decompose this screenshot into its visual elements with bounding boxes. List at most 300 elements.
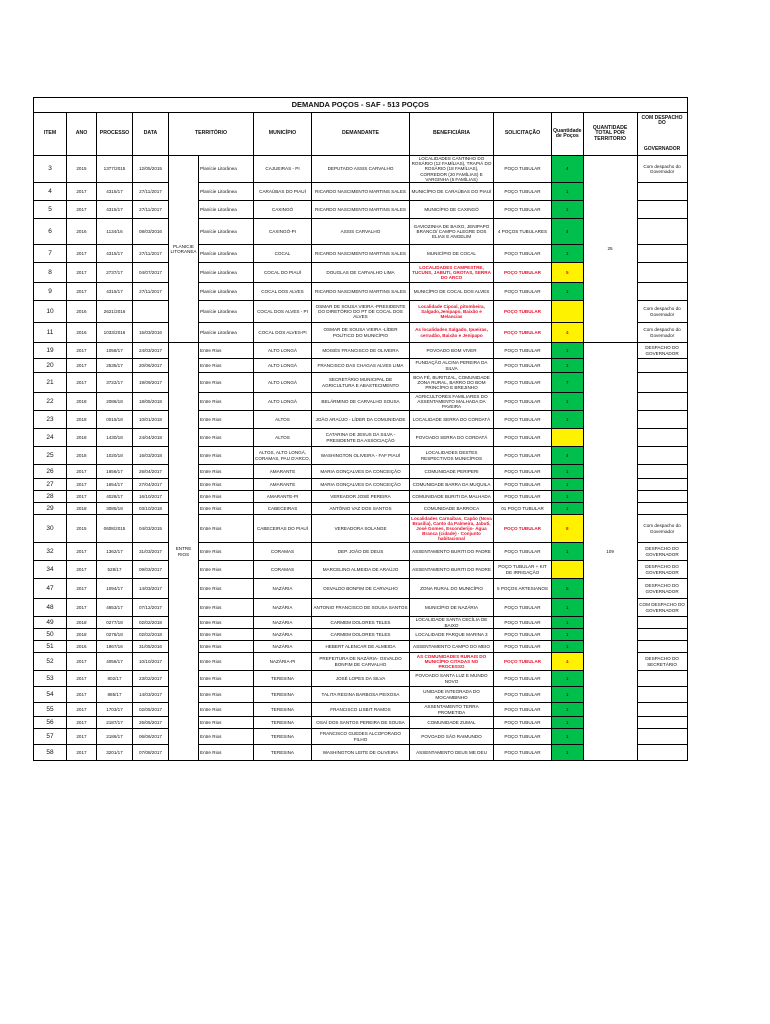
cell-municipio: AMARANTE-PI bbox=[254, 491, 312, 503]
cell-processo: 4653/17 bbox=[97, 599, 133, 617]
cell-data: 10/10/2017 bbox=[133, 653, 169, 671]
cell-beneficiaria: MUNICÍPIO DE CARAÚBAS DO PIAUÍ bbox=[410, 183, 494, 201]
cell-despacho bbox=[637, 447, 687, 465]
cell-ano: 2017 bbox=[67, 263, 97, 283]
cell-ano: 2016 bbox=[67, 301, 97, 323]
cell-ano: 2018 bbox=[67, 617, 97, 629]
cell-municipio: COCAL DOS ALVES - PI bbox=[254, 301, 312, 323]
cell-demandante: FRANCISCO DAS CHAGAS ALVES LIMA bbox=[312, 359, 410, 373]
cell-qtd: 1 bbox=[552, 729, 584, 745]
cell-demandante: WASHINGTON OLIVEIRA - FAF PIAUÍ bbox=[312, 447, 410, 465]
cell-demandante: MARCELINO ALMEIDA DE ARAÚJO bbox=[312, 561, 410, 579]
cell-processo: 1430/18 bbox=[97, 429, 133, 447]
cell-processo: 1058/17 bbox=[97, 343, 133, 359]
cell-ano: 2017 bbox=[67, 283, 97, 301]
cell-ano: 2017 bbox=[67, 359, 97, 373]
col-municipio: MUNICÍPIO bbox=[254, 113, 312, 156]
cell-processo: 3085/18 bbox=[97, 503, 133, 515]
cell-data: 15/03/2016 bbox=[133, 323, 169, 343]
cell-qtd: 7 bbox=[552, 373, 584, 393]
cell-solicitacao: POÇO TUBULAR bbox=[494, 599, 552, 617]
cell-beneficiaria: LOCALIDADE PARQUE MARINA 3 bbox=[410, 629, 494, 641]
cell-despacho: DESPACHO DO GOVERNADOR bbox=[637, 561, 687, 579]
cell-despacho: COM DESPACHO DO GOVERNADOR bbox=[637, 599, 687, 617]
cell-demandante: CATARINA DE JESUS DA SILVA - PRESIDENTE DA ASSOCIAÇÃO bbox=[312, 429, 410, 447]
cell-demandante: DEPUTADO ASSIS CARVALHO bbox=[312, 156, 410, 183]
cell-qtd: 1 bbox=[552, 479, 584, 491]
cell-despacho bbox=[637, 465, 687, 479]
cell-data: 09/03/2017 bbox=[133, 561, 169, 579]
cell-municipio: ALTOS bbox=[254, 411, 312, 429]
cell-qtd: 1 bbox=[552, 687, 584, 703]
cell-qtd bbox=[552, 301, 584, 323]
cell-item: 48 bbox=[34, 599, 67, 617]
cell-processo: 0015/18 bbox=[97, 411, 133, 429]
cell-item: 26 bbox=[34, 465, 67, 479]
cell-subterritorio: Planície Litorânea bbox=[199, 263, 254, 283]
territory-total: 109 bbox=[583, 343, 637, 761]
cell-subterritorio: Entre Rios bbox=[199, 561, 254, 579]
demand-table bbox=[33, 97, 688, 761]
cell-despacho bbox=[637, 219, 687, 245]
cell-solicitacao: POÇO TUBULAR bbox=[494, 465, 552, 479]
col-item: ITEM bbox=[34, 113, 67, 156]
cell-ano: 2017 bbox=[67, 479, 97, 491]
cell-despacho bbox=[637, 263, 687, 283]
cell-beneficiaria: MUNICÍPIO DE NAZÁRIA bbox=[410, 599, 494, 617]
cell-qtd: 1 bbox=[552, 359, 584, 373]
cell-item: 9 bbox=[34, 283, 67, 301]
cell-item: 50 bbox=[34, 629, 67, 641]
cell-data: 04/07/2017 bbox=[133, 263, 169, 283]
cell-municipio: TERESINA bbox=[254, 745, 312, 761]
cell-solicitacao: 4 POÇOS TUBULARES bbox=[494, 219, 552, 245]
cell-processo: 4315/17 bbox=[97, 245, 133, 263]
cell-municipio: AMARANTE bbox=[254, 479, 312, 491]
cell-demandante: HEBERT ALENCAR DE ALMEIDA bbox=[312, 641, 410, 653]
cell-solicitacao: POÇO TUBULAR bbox=[494, 729, 552, 745]
cell-solicitacao: POÇO TUBULAR bbox=[494, 491, 552, 503]
cell-data: 10/01/2018 bbox=[133, 411, 169, 429]
cell-item: 24 bbox=[34, 429, 67, 447]
cell-item: 47 bbox=[34, 579, 67, 599]
cell-beneficiaria: As localidades Salgado, Ipueiras, cerradão, Baixão e Jenipapo bbox=[410, 323, 494, 343]
cell-municipio: CORAMAS bbox=[254, 543, 312, 561]
cell-despacho: Com despacho do Governador bbox=[637, 156, 687, 183]
cell-data: 27/11/2017 bbox=[133, 283, 169, 301]
cell-beneficiaria: MUNICÍPIO DE COCAL DOS ALVES bbox=[410, 283, 494, 301]
cell-subterritorio: Entre Rios bbox=[199, 717, 254, 729]
cell-despacho bbox=[637, 359, 687, 373]
cell-solicitacao: POÇO TUBULAR bbox=[494, 617, 552, 629]
cell-processo: 2086/18 bbox=[97, 393, 133, 411]
cell-demandante: ANTONIO FRANCISCO DE SOUSA SANTOS bbox=[312, 599, 410, 617]
cell-beneficiaria: COMUNIDADE BARRA DA MUQUILA bbox=[410, 479, 494, 491]
cell-demandante: VEREADOR JOSÉ PEREIRA bbox=[312, 491, 410, 503]
cell-despacho bbox=[637, 491, 687, 503]
cell-data: 27/04/2017 bbox=[133, 479, 169, 491]
cell-despacho bbox=[637, 671, 687, 687]
cell-item: 25 bbox=[34, 447, 67, 465]
cell-municipio: NAZÁRIA bbox=[254, 579, 312, 599]
cell-processo: 2535/17 bbox=[97, 359, 133, 373]
cell-ano: 2017 bbox=[67, 717, 97, 729]
cell-despacho bbox=[637, 183, 687, 201]
cell-item: 56 bbox=[34, 717, 67, 729]
cell-qtd: 4 bbox=[552, 653, 584, 671]
cell-qtd: 8 bbox=[552, 515, 584, 543]
cell-municipio: COCAL DO PIAUÍ bbox=[254, 263, 312, 283]
cell-subterritorio: Entre Rios bbox=[199, 745, 254, 761]
cell-despacho bbox=[637, 641, 687, 653]
col-data: DATA bbox=[133, 113, 169, 156]
cell-ano: 2015 bbox=[67, 156, 97, 183]
cell-solicitacao: POÇO TUBULAR bbox=[494, 447, 552, 465]
cell-subterritorio: Entre Rios bbox=[199, 515, 254, 543]
cell-data: 24/04/2018 bbox=[133, 429, 169, 447]
cell-beneficiaria: POVOADO SANTA LUZ E MUNDO NOVO bbox=[410, 671, 494, 687]
header-row bbox=[34, 113, 688, 156]
cell-ano: 2017 bbox=[67, 703, 97, 717]
cell-ano: 2017 bbox=[67, 343, 97, 359]
cell-data: 24/03/2017 bbox=[133, 343, 169, 359]
cell-subterritorio: Entre Rios bbox=[199, 429, 254, 447]
cell-data: 27/11/2017 bbox=[133, 183, 169, 201]
cell-municipio: TERESINA bbox=[254, 671, 312, 687]
cell-item: 28 bbox=[34, 491, 67, 503]
cell-despacho bbox=[637, 503, 687, 515]
cell-ano: 2016 bbox=[67, 323, 97, 343]
cell-subterritorio: Entre Rios bbox=[199, 599, 254, 617]
cell-processo: 0278/18 bbox=[97, 629, 133, 641]
cell-despacho bbox=[637, 729, 687, 745]
cell-demandante: BELÁRMINO DE CARVALHO SOUSA bbox=[312, 393, 410, 411]
cell-municipio: NAZÁRIA bbox=[254, 599, 312, 617]
cell-ano: 2017 bbox=[67, 491, 97, 503]
cell-beneficiaria: ASSENTAMENTO BURITI DO PADRE bbox=[410, 543, 494, 561]
cell-despacho bbox=[637, 703, 687, 717]
cell-subterritorio: Planície Litorânea bbox=[199, 156, 254, 183]
cell-ano: 2017 bbox=[67, 671, 97, 687]
cell-item: 8 bbox=[34, 263, 67, 283]
cell-data: 19/09/2017 bbox=[133, 373, 169, 393]
cell-beneficiaria: ASSENTAMENTO DEUS ME DEU bbox=[410, 745, 494, 761]
cell-solicitacao: POÇO TUBULAR bbox=[494, 429, 552, 447]
cell-solicitacao: POÇO TUBULAR bbox=[494, 359, 552, 373]
cell-beneficiaria: ASSENTAMENTO CAMPO DO MEIO bbox=[410, 641, 494, 653]
cell-despacho: Com despacho do Governador bbox=[637, 515, 687, 543]
cell-beneficiaria: MUNICÍPIO DE CAXINGÓ bbox=[410, 201, 494, 219]
cell-municipio: AMARANTE bbox=[254, 465, 312, 479]
cell-processo: 4315/17 bbox=[97, 201, 133, 219]
cell-demandante: CARMEM DOLORES TELES bbox=[312, 629, 410, 641]
cell-subterritorio: Entre Rios bbox=[199, 641, 254, 653]
cell-qtd: 1 bbox=[552, 245, 584, 263]
cell-beneficiaria: UNIDADE INTEGRADA DO MOCAMBINHO bbox=[410, 687, 494, 703]
cell-processo: 1703/17 bbox=[97, 703, 133, 717]
cell-subterritorio: Entre Rios bbox=[199, 617, 254, 629]
cell-demandante: FRANCISCO LISBIT RAMOS bbox=[312, 703, 410, 717]
cell-demandante: MOISÉS FRANCISCO DE OLIVEIRA bbox=[312, 343, 410, 359]
cell-despacho bbox=[637, 201, 687, 219]
cell-processo: 2737/17 bbox=[97, 263, 133, 283]
cell-subterritorio: Planície Litorânea bbox=[199, 219, 254, 245]
cell-despacho: DESPACHO DO SECRETÁRIO bbox=[637, 653, 687, 671]
cell-ano: 2017 bbox=[67, 579, 97, 599]
cell-solicitacao: POÇO TUBULAR bbox=[494, 641, 552, 653]
cell-demandante: WASHINGTON LEITE DE OLIVEIRA bbox=[312, 745, 410, 761]
cell-qtd: 1 bbox=[552, 411, 584, 429]
cell-solicitacao: POÇO TUBULAR bbox=[494, 745, 552, 761]
cell-ano: 2017 bbox=[67, 599, 97, 617]
cell-beneficiaria: ASSENTAMENTO TERRA PROMETIDA bbox=[410, 703, 494, 717]
cell-beneficiaria: AGRICULTORES FAMILIARES DO ASSENTAMENTO MALHADA DA PAVEIRA bbox=[410, 393, 494, 411]
cell-demandante: JOSÉ LOPES DA SILVA bbox=[312, 671, 410, 687]
cell-subterritorio: Entre Rios bbox=[199, 703, 254, 717]
cell-despacho: DESPACHO DO GOVERNADOR bbox=[637, 543, 687, 561]
cell-item: 20 bbox=[34, 359, 67, 373]
cell-solicitacao: POÇO TUBULAR bbox=[494, 629, 552, 641]
cell-data: 27/11/2017 bbox=[133, 245, 169, 263]
cell-municipio: CAJUEIRAS - PI bbox=[254, 156, 312, 183]
cell-processo: 4315/17 bbox=[97, 183, 133, 201]
cell-ano: 2017 bbox=[67, 373, 97, 393]
cell-item: 5 bbox=[34, 201, 67, 219]
cell-subterritorio: Entre Rios bbox=[199, 373, 254, 393]
col-demandante: DEMANDANTE bbox=[312, 113, 410, 156]
cell-item: 21 bbox=[34, 373, 67, 393]
cell-ano: 2018 bbox=[67, 447, 97, 465]
col-despacho bbox=[637, 113, 687, 156]
col-solicitacao: SOLICITAÇÃO bbox=[494, 113, 552, 156]
cell-data: 06/06/2017 bbox=[133, 729, 169, 745]
cell-beneficiaria: ASSENTAMENTO BURITI DO PADRE bbox=[410, 561, 494, 579]
cell-data: 14/03/2017 bbox=[133, 687, 169, 703]
cell-item: 11 bbox=[34, 323, 67, 343]
cell-data: 31/03/2017 bbox=[133, 543, 169, 561]
cell-solicitacao: POÇO TUBULAR bbox=[494, 393, 552, 411]
cell-data: 23/02/2017 bbox=[133, 671, 169, 687]
cell-processo: 802/17 bbox=[97, 671, 133, 687]
cell-demandante: OSMAR DE SOUSA VIEIRA -PRESIDENTE DO DIRETÓRIO DO PT DE COCAL DOS ALVES bbox=[312, 301, 410, 323]
cell-solicitacao: POÇO TUBULAR bbox=[494, 156, 552, 183]
cell-despacho bbox=[637, 617, 687, 629]
cell-data bbox=[133, 301, 169, 323]
cell-ano: 2017 bbox=[67, 745, 97, 761]
col-qtd-pocos: Quantidade de Poços bbox=[552, 113, 584, 156]
cell-data: 27/11/2017 bbox=[133, 201, 169, 219]
col-territorio: TERRITÓRIO bbox=[169, 113, 254, 156]
cell-beneficiaria: LOCALIDADES DESTES RESPECTIVOS MUNICÍPIOS bbox=[410, 447, 494, 465]
cell-ano: 2018 bbox=[67, 393, 97, 411]
cell-ano: 2017 bbox=[67, 183, 97, 201]
cell-beneficiaria: COMUNIDADE BURITI DA MALHADA bbox=[410, 491, 494, 503]
cell-processo: 1654/17 bbox=[97, 479, 133, 491]
cell-demandante: MARIA GONÇALVES DA CONCEIÇÃO bbox=[312, 479, 410, 491]
cell-qtd: 1 bbox=[552, 491, 584, 503]
table-title: DEMANDA POÇOS - SAF - 513 POÇOS bbox=[34, 98, 688, 113]
cell-qtd: 1 bbox=[552, 343, 584, 359]
cell-municipio: COCAL DOS ALVES-PI bbox=[254, 323, 312, 343]
cell-ano: 2017 bbox=[67, 687, 97, 703]
cell-solicitacao: POÇO TUBULAR bbox=[494, 479, 552, 491]
cell-solicitacao: POÇO TUBULAR bbox=[494, 343, 552, 359]
cell-subterritorio: Entre Rios bbox=[199, 503, 254, 515]
cell-item: 4 bbox=[34, 183, 67, 201]
cell-despacho bbox=[637, 479, 687, 491]
cell-municipio: CORAMAS bbox=[254, 561, 312, 579]
cell-beneficiaria: ZONA RURAL DO MUNICÍPIO bbox=[410, 579, 494, 599]
cell-demandante: RICARDO NASCIMENTO MARTINS SALES bbox=[312, 183, 410, 201]
cell-item: 29 bbox=[34, 503, 67, 515]
cell-qtd: 4 bbox=[552, 156, 584, 183]
cell-qtd: 1 bbox=[552, 703, 584, 717]
cell-demandante: CARMEM DOLORES TELES bbox=[312, 617, 410, 629]
cell-subterritorio: Entre Rios bbox=[199, 543, 254, 561]
cell-processo: 2186/17 bbox=[97, 729, 133, 745]
cell-processo: 1377/2015 bbox=[97, 156, 133, 183]
cell-processo: 1020/18 bbox=[97, 447, 133, 465]
cell-item: 22 bbox=[34, 393, 67, 411]
cell-despacho: DESPACHO DO GOVERNADOR bbox=[637, 579, 687, 599]
cell-data: 07/12/2017 bbox=[133, 599, 169, 617]
cell-solicitacao: 01 POÇO TUBULAR bbox=[494, 503, 552, 515]
cell-beneficiaria: LOCALIDADES CANTINHO DO ROSÁRIO (12 FAMÍLIAS), TRAPIÁ DO ROSÁRIO (18 FAMÍLIAS), CORREDOR (20 FAMÍLIAS) E VARGINHA (5 FAMÍLIAS) bbox=[410, 156, 494, 183]
spreadsheet bbox=[33, 97, 688, 761]
cell-beneficiaria: LOCALIDADE SERRA DO CORDATÁ bbox=[410, 411, 494, 429]
cell-qtd: 1 bbox=[552, 543, 584, 561]
cell-subterritorio: Entre Rios bbox=[199, 671, 254, 687]
cell-beneficiaria: COMUNIDADE BARROCA bbox=[410, 503, 494, 515]
cell-qtd: 1 bbox=[552, 617, 584, 629]
cell-solicitacao: POÇO TUBULAR bbox=[494, 301, 552, 323]
cell-qtd: 4 bbox=[552, 323, 584, 343]
cell-solicitacao: POÇO TUBULAR bbox=[494, 201, 552, 219]
cell-processo: 0608/2015 bbox=[97, 515, 133, 543]
cell-ano: 2017 bbox=[67, 543, 97, 561]
cell-processo: 1134/16 bbox=[97, 219, 133, 245]
cell-data: 26/04/2017 bbox=[133, 465, 169, 479]
cell-despacho: Com despacho do Governador bbox=[637, 323, 687, 343]
cell-demandante: OSAÍ DOS SANTOS PEREIRA DE SOUSA bbox=[312, 717, 410, 729]
cell-municipio: ALTO LONGÁ bbox=[254, 359, 312, 373]
cell-demandante: ANTÔNIO VAZ DOS SANTOS bbox=[312, 503, 410, 515]
cell-processo: 528/17 bbox=[97, 561, 133, 579]
cell-subterritorio: Entre Rios bbox=[199, 479, 254, 491]
cell-item: 30 bbox=[34, 515, 67, 543]
cell-demandante: RICARDO NASCIMENTO MARTINS SALES bbox=[312, 201, 410, 219]
col-despacho-line1: COM DESPACHO DO bbox=[641, 115, 683, 127]
cell-processo: 2187/17 bbox=[97, 717, 133, 729]
cell-item: 23 bbox=[34, 411, 67, 429]
cell-item: 32 bbox=[34, 543, 67, 561]
cell-data: 08/03/2016 bbox=[133, 219, 169, 245]
cell-ano: 2017 bbox=[67, 729, 97, 745]
cell-municipio: NAZÁRIA bbox=[254, 629, 312, 641]
cell-beneficiaria: GAVIOZINHA DE BAIXO, JENIPAPO BRANCO/ CAMPO ALEGRE DOS ELIAS E ANGELIM bbox=[410, 219, 494, 245]
cell-beneficiaria: LOCALIDADE SANTA CECÍLIA DE BAIXO bbox=[410, 617, 494, 629]
cell-solicitacao: POÇO TUBULAR bbox=[494, 717, 552, 729]
cell-subterritorio: Entre Rios bbox=[199, 687, 254, 703]
cell-data: 02/02/2018 bbox=[133, 629, 169, 641]
cell-beneficiaria: Localidades Carnaibas, Capão (Nova Brasília), Canto da Palmeira, Jabuti, José Gomes, Esconderijo- Água Branca (cidade) - Conjunto habitacional bbox=[411, 515, 492, 542]
cell-beneficiaria: MUNICÍPIO DE COCAL bbox=[410, 245, 494, 263]
cell-item: 27 bbox=[34, 479, 67, 491]
cell-solicitacao: POÇO TUBULAR bbox=[494, 263, 552, 283]
cell-ano: 2016 bbox=[67, 641, 97, 653]
cell-subterritorio: Entre Rios bbox=[199, 359, 254, 373]
cell-municipio: COCAL bbox=[254, 245, 312, 263]
cell-ano: 2017 bbox=[67, 653, 97, 671]
cell-data: 14/03/2017 bbox=[133, 579, 169, 599]
cell-subterritorio: Entre Rios bbox=[199, 729, 254, 745]
cell-municipio: ALTOS, ALTO LONGÁ, CORAMAS, PAU D'ARCO, bbox=[254, 447, 312, 465]
cell-beneficiaria: POVOADO BOM VIVER bbox=[410, 343, 494, 359]
cell-subterritorio: Entre Rios bbox=[199, 653, 254, 671]
cell-ano: 2018 bbox=[67, 503, 97, 515]
cell-qtd: 5 bbox=[552, 263, 584, 283]
cell-beneficiaria: COMUNIDADE ZUMAL bbox=[410, 717, 494, 729]
cell-solicitacao: POÇO TUBULAR bbox=[494, 543, 552, 561]
cell-processo: 1033/2016 bbox=[97, 323, 133, 343]
cell-processo: 2621/2016 bbox=[97, 301, 133, 323]
col-beneficiaria: BENEFICIÁRIA bbox=[410, 113, 494, 156]
cell-demandante: DEP. JOÃO DE DEUS bbox=[312, 543, 410, 561]
cell-despacho bbox=[637, 411, 687, 429]
cell-demandante: RICARDO NASCIMENTO MARTINS SALES bbox=[312, 283, 410, 301]
cell-municipio: ALTO LONGÁ bbox=[254, 343, 312, 359]
cell-ano: 2017 bbox=[67, 245, 97, 263]
cell-data: 04/03/2015 bbox=[133, 515, 169, 543]
cell-item: 34 bbox=[34, 561, 67, 579]
cell-despacho: Com despacho do Governador bbox=[637, 301, 687, 323]
territory-total: 25 bbox=[583, 156, 637, 343]
cell-subterritorio: Entre Rios bbox=[199, 465, 254, 479]
cell-solicitacao: POÇO TUBULAR bbox=[494, 411, 552, 429]
cell-despacho bbox=[637, 429, 687, 447]
cell-data: 03/10/2018 bbox=[133, 503, 169, 515]
cell-data: 12/05/2015 bbox=[133, 156, 169, 183]
cell-demandante: PREFEITURA DE NAZÁRIA- OSVALDO BONFIM DE CARVALHO bbox=[312, 653, 410, 671]
cell-demandante: TALITA REGINA BARBOSA PEIXOSA bbox=[312, 687, 410, 703]
cell-subterritorio: Entre Rios bbox=[199, 447, 254, 465]
cell-despacho bbox=[637, 687, 687, 703]
cell-data: 20/06/2017 bbox=[133, 359, 169, 373]
cell-solicitacao: POÇO TUBULAR bbox=[494, 515, 552, 543]
cell-item: 55 bbox=[34, 703, 67, 717]
cell-ano: 2017 bbox=[67, 561, 97, 579]
cell-despacho: DESPACHO DO GOVERNADOR bbox=[637, 343, 687, 359]
col-processo: PROCESSO bbox=[97, 113, 133, 156]
cell-qtd: 1 bbox=[552, 283, 584, 301]
cell-processo: 1362/17 bbox=[97, 543, 133, 561]
cell-municipio: COCAL DOS ALVES bbox=[254, 283, 312, 301]
cell-processo: 1094/17 bbox=[97, 579, 133, 599]
table-body bbox=[34, 156, 688, 761]
cell-processo: 4028/17 bbox=[97, 491, 133, 503]
cell-beneficiaria: LOCALIDADES CAMPESTRE, TUCUNS, JABUTI, GROTAS, SERRA DO ARCO bbox=[410, 263, 494, 283]
cell-ano: 2016 bbox=[67, 219, 97, 245]
cell-despacho bbox=[637, 283, 687, 301]
cell-processo: 3201/17 bbox=[97, 745, 133, 761]
cell-solicitacao: POÇO TUBULAR bbox=[494, 245, 552, 263]
cell-data: 07/08/2017 bbox=[133, 745, 169, 761]
cell-beneficiaria: POVOADO SÃO RAIMUNDO bbox=[410, 729, 494, 745]
cell-item: 57 bbox=[34, 729, 67, 745]
cell-processo: 1656/17 bbox=[97, 465, 133, 479]
cell-data: 02/02/2018 bbox=[133, 617, 169, 629]
cell-solicitacao: POÇO TUBULAR + KIT DE IRRIGAÇÃO bbox=[494, 561, 552, 579]
